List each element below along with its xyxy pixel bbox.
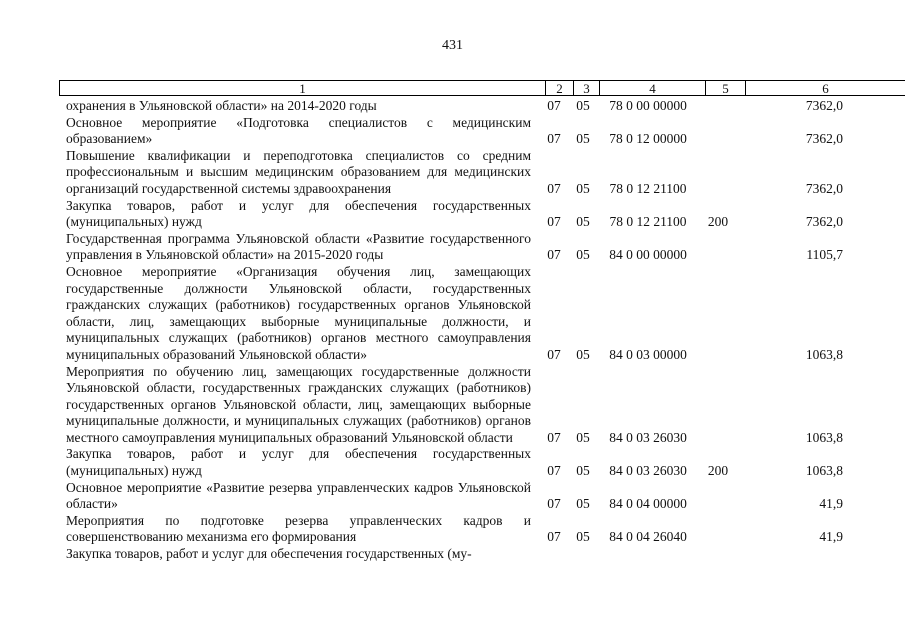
row-podrazdel: 05 bbox=[576, 131, 590, 147]
row-csr: 78 0 00 00000 bbox=[609, 98, 687, 113]
header-col-1: 1 bbox=[60, 81, 546, 95]
row-sum: 7362,0 bbox=[805, 131, 843, 147]
row-podrazdel: 05 bbox=[576, 463, 590, 479]
row-csr: 78 0 12 21100 bbox=[609, 214, 687, 230]
page-number: 431 bbox=[442, 38, 463, 53]
row-description: Государственная программа Ульяновской области «Развитие государственного управления в Ульяновской области» на 2015-2020 годы bbox=[66, 230, 531, 263]
row-razdel: 07 bbox=[547, 463, 561, 479]
row-podrazdel: 05 bbox=[576, 98, 590, 113]
row-razdel: 07 bbox=[547, 131, 561, 147]
table-row bbox=[66, 546, 856, 563]
row-csr: 84 0 03 00000 bbox=[609, 346, 687, 362]
table-row bbox=[66, 446, 856, 479]
row-csr: 84 0 00 00000 bbox=[609, 247, 687, 263]
table-header bbox=[59, 80, 905, 96]
row-description: Закупка товаров, работ и услуг для обеспечения государственных (му- bbox=[66, 546, 472, 562]
row-sum: 1063,8 bbox=[805, 429, 843, 445]
row-razdel: 07 bbox=[547, 214, 561, 230]
row-podrazdel: 05 bbox=[576, 247, 590, 263]
row-vr: 200 bbox=[707, 214, 729, 230]
row-razdel: 07 bbox=[547, 496, 561, 512]
row-csr: 78 0 12 00000 bbox=[609, 131, 687, 147]
row-description: Повышение квалификации и переподготовка специалистов со средним профессиональным и высшим медицинским образованием для медицинских организаций государственной системы здравоохранения bbox=[66, 147, 531, 196]
row-sum: 7362,0 bbox=[805, 214, 843, 230]
row-sum: 41,9 bbox=[819, 529, 843, 545]
header-col-2: 2 bbox=[546, 81, 574, 95]
row-csr: 78 0 12 21100 bbox=[609, 180, 687, 196]
table-row bbox=[66, 231, 856, 264]
table-row bbox=[66, 198, 856, 231]
table-row bbox=[66, 148, 856, 198]
row-razdel: 07 bbox=[547, 346, 561, 362]
row-razdel: 07 bbox=[547, 247, 561, 263]
row-podrazdel: 05 bbox=[576, 529, 590, 545]
table-row bbox=[66, 98, 856, 115]
row-razdel: 07 bbox=[547, 529, 561, 545]
row-csr: 84 0 04 00000 bbox=[609, 496, 687, 512]
row-podrazdel: 05 bbox=[576, 429, 590, 445]
table-row bbox=[66, 364, 856, 447]
row-sum: 1105,7 bbox=[806, 247, 843, 263]
table-row bbox=[66, 264, 856, 364]
header-col-5: 5 bbox=[706, 81, 746, 95]
row-razdel: 07 bbox=[547, 98, 561, 113]
row-description: Основное мероприятие «Развитие резерва управленческих кадров Ульяновской области» bbox=[66, 479, 531, 512]
row-podrazdel: 05 bbox=[576, 180, 590, 196]
row-sum: 1063,8 bbox=[805, 346, 843, 362]
table-row bbox=[66, 115, 856, 148]
row-sum: 7362,0 bbox=[805, 180, 843, 196]
row-description: охранения в Ульяновской области» на 2014-2020 годы bbox=[66, 98, 377, 113]
row-description: Основное мероприятие «Подготовка специалистов с медицинским образованием» bbox=[66, 114, 531, 147]
header-col-4: 4 bbox=[600, 81, 706, 95]
row-description: Мероприятия по обучению лиц, замещающих государственные должности Ульяновской области, государственных гражданских служащих (работников) государственных органов Ульяновской области, лиц, замещающих выборные муниципальные должности, и муниципальных служащих (работников) органов местного самоуправления муниципальных образований Ульяновской области bbox=[66, 363, 531, 445]
row-description: Закупка товаров, работ и услуг для обеспечения государственных (муниципальных) нужд bbox=[66, 197, 531, 230]
table-body bbox=[66, 98, 856, 563]
row-csr: 84 0 04 26040 bbox=[609, 529, 687, 545]
row-csr: 84 0 03 26030 bbox=[609, 463, 687, 479]
header-col-6: 6 bbox=[822, 81, 829, 96]
row-csr: 84 0 03 26030 bbox=[609, 429, 687, 445]
row-podrazdel: 05 bbox=[576, 214, 590, 230]
row-razdel: 07 bbox=[547, 180, 561, 196]
row-description: Мероприятия по подготовке резерва управленческих кадров и совершенствованию механизма его формирования bbox=[66, 512, 531, 545]
row-podrazdel: 05 bbox=[576, 496, 590, 512]
row-podrazdel: 05 bbox=[576, 346, 590, 362]
row-razdel: 07 bbox=[547, 429, 561, 445]
table-row bbox=[66, 480, 856, 513]
row-sum: 1063,8 bbox=[805, 463, 843, 479]
row-vr: 200 bbox=[707, 463, 729, 479]
row-description: Основное мероприятие «Организация обучения лиц, замещающих государственные должности Ульяновской области, государственных гражданских служащих (работников) государственных органов Ульяновской области, лиц, замещающих выборные муниципальные должности, и муниципальных служащих (работников) органов местного самоуправления муниципальных образований Ульяновской области» bbox=[66, 263, 531, 362]
row-sum: 7362,0 bbox=[805, 98, 843, 113]
header-col-3: 3 bbox=[574, 81, 600, 95]
row-description: Закупка товаров, работ и услуг для обеспечения государственных (муниципальных) нужд bbox=[66, 446, 531, 479]
table-row bbox=[66, 513, 856, 546]
row-sum: 41,9 bbox=[819, 496, 843, 512]
